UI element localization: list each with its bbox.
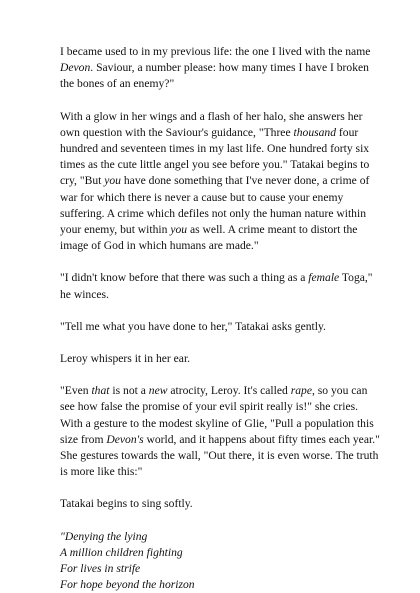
verse-line: "Denying the lying xyxy=(60,529,148,543)
paragraph xyxy=(60,496,382,512)
paragraph xyxy=(60,109,382,255)
italic-text: rape xyxy=(290,384,312,398)
paragraph xyxy=(60,319,382,335)
paragraph xyxy=(60,351,382,367)
text-run: I became used to in my previous life: the one I lived with the name xyxy=(60,45,371,58)
text-run: Leroy whispers it in her ear. xyxy=(60,352,191,366)
text-run: , so you can see how false the promise of your evil spirit really is!" she cries. With a gesture to the modest skyline of Glie, "Pull a population this size from xyxy=(60,384,374,446)
italic-text: female xyxy=(308,271,340,285)
text-run: "I didn't know before that there was such a thing as a xyxy=(60,271,309,285)
italic-text: that xyxy=(91,384,110,398)
paragraph xyxy=(60,270,382,302)
text-run: have done something that I've never done, a crime of war for which there is never a cause but to cause your enemy suffering. A crime which defiles not only the human nature within your enemy, but within xyxy=(60,174,370,237)
text-run: Tatakai begins to sing softly. xyxy=(60,497,193,511)
body-text xyxy=(60,44,382,513)
text-run: as well. A crime meant to distort the image of God in which humans are made." xyxy=(60,223,358,253)
italic-text: Devon's xyxy=(106,432,144,446)
verse-line: For lives in strife xyxy=(60,562,141,576)
italic-text: new xyxy=(148,384,168,398)
text-run: "Even xyxy=(60,384,92,398)
text-run: four hundred and seventeen times in my last life. One hundred forty six times as the cute little angel you see before you." Tatakai begins to cry, "But xyxy=(60,125,370,188)
italic-text: you xyxy=(104,174,121,188)
italic-text: thousand xyxy=(293,125,337,139)
verse-line: A million children fighting xyxy=(60,545,183,559)
italic-text: Devon xyxy=(60,61,91,75)
text-run: is not a xyxy=(109,384,149,398)
verse-line: For hope beyond the horizon xyxy=(60,578,195,592)
text-run: "Tell me what you have done to her," Tatakai asks gently. xyxy=(60,319,326,333)
italic-text: you xyxy=(170,223,188,237)
text-run: world, and it happens about fifty times each year." She gestures towards the wall, "Out there, it is even worse. The truth is more like this:" xyxy=(60,432,380,479)
text-run: Toga," he winces. xyxy=(60,271,373,301)
song-verse xyxy=(60,529,382,593)
paragraph xyxy=(60,44,382,93)
paragraph xyxy=(60,383,382,480)
text-run: atrocity, Leroy. It's called xyxy=(167,384,291,398)
text-run: With a glow in her wings and a flash of her halo, she answers her own question with the Saviour's guidance, "Three xyxy=(60,109,363,139)
text-run: . Saviour, a number please: how many times I have I broken the bones of an enemy?" xyxy=(60,61,369,91)
